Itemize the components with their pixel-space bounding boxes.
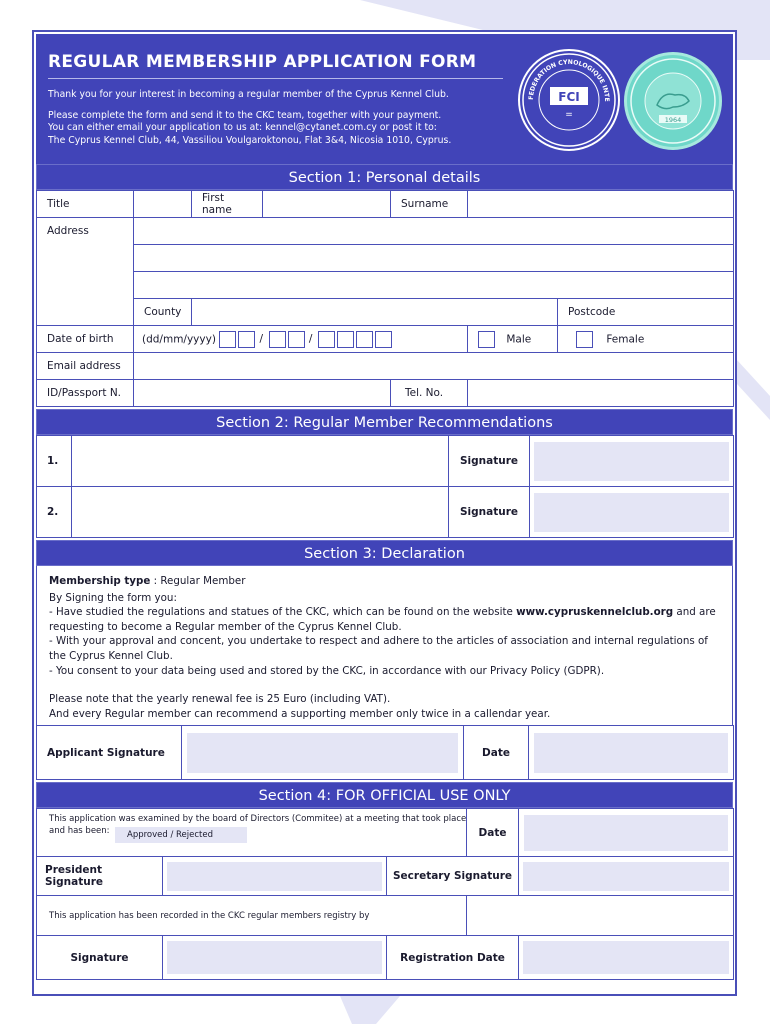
examined-text: This application was examined by the board of Directors (Commitee) at a meeting that took place and has been: xyxy=(49,813,467,836)
email-label: Email address xyxy=(37,353,134,380)
date-slash: / xyxy=(259,333,264,345)
address-line-2-input[interactable] xyxy=(134,245,734,272)
svg-text:=: = xyxy=(565,110,573,120)
recommender-name-input[interactable] xyxy=(72,436,449,487)
membership-type-value: : Regular Member xyxy=(150,575,246,587)
dob-year-digit[interactable] xyxy=(356,331,373,348)
personal-details-table xyxy=(36,190,734,407)
form-header xyxy=(36,34,733,164)
dob-year-digit[interactable] xyxy=(375,331,392,348)
registration-date-label: Registration Date xyxy=(387,936,519,980)
president-signature-field[interactable] xyxy=(163,857,387,896)
dob-field xyxy=(134,326,468,353)
title-label: Title xyxy=(37,191,134,218)
signature-label: Signature xyxy=(449,487,530,538)
address-line-1-input[interactable] xyxy=(134,218,734,245)
background-shape-right xyxy=(737,360,770,420)
renewal-fee-note: Please note that the yearly renewal fee is 25 Euro (including VAT). xyxy=(49,693,391,706)
recommender-signature-field[interactable] xyxy=(530,436,734,487)
applicant-signature-label: Applicant Signature xyxy=(37,726,182,780)
registry-signature-field[interactable] xyxy=(163,936,387,980)
section3-heading: Section 3: Declaration xyxy=(36,540,733,566)
dob-month-digit[interactable] xyxy=(269,331,286,348)
recommendation-limit-note: And every Regular member can recommend a supporting member only twice in a callendar year. xyxy=(49,707,551,720)
male-checkbox[interactable] xyxy=(478,331,495,348)
dob-format: (dd/mm/yyyy) xyxy=(142,333,216,345)
date-label: Date xyxy=(464,726,529,780)
fci-ring-text: FEDERATION CYNOLOGIQUE INTE xyxy=(527,58,611,102)
dob-month-digit[interactable] xyxy=(288,331,305,348)
website-link[interactable]: www.cypruskennelclub.org xyxy=(516,606,674,619)
membership-type-line xyxy=(49,574,720,589)
county-input[interactable] xyxy=(192,299,558,326)
by-signing-text: By Signing the form you: xyxy=(49,591,177,604)
declaration-bullet: - With your approval and concent, you undertake to respect and adhere to the articles of association and internal regulations of the Cyprus Kennel Club. xyxy=(49,635,708,662)
registration-date-field[interactable] xyxy=(519,936,734,980)
female-checkbox[interactable] xyxy=(576,331,593,348)
address-label: Address xyxy=(37,218,134,326)
registry-signature-label: Signature xyxy=(37,936,163,980)
official-date-label: Date xyxy=(467,809,519,857)
membership-type-label: Membership type xyxy=(49,575,151,587)
section4-heading: Section 4: FOR OFFICIAL USE ONLY xyxy=(36,782,733,808)
fci-logo xyxy=(518,49,620,151)
dob-day-digit[interactable] xyxy=(219,331,236,348)
declaration-bullet-text: - Have studied the regulations and statues of the CKC, which can be found on the website xyxy=(49,606,517,619)
official-date-field[interactable] xyxy=(519,809,734,857)
recommender-signature-field[interactable] xyxy=(530,487,734,538)
tel-label: Tel. No. xyxy=(391,380,468,407)
female-option xyxy=(558,326,734,353)
instructions-text xyxy=(48,110,508,148)
declaration-bullet xyxy=(49,605,720,634)
first-name-label: First name xyxy=(192,191,263,218)
intro-text: Thank you for your interest in becoming a regular member of the Cyprus Kennel Club. xyxy=(48,89,449,100)
recommendations-table xyxy=(36,435,734,538)
female-label: Female xyxy=(606,333,645,345)
instruction-line: You can either email your application to us at: kennel@cytanet.com.cy or post it to: xyxy=(48,122,437,133)
fci-logo-icon xyxy=(520,51,618,149)
declaration-bullet: - You consent to your data being used and stored by the CKC, in accordance with our Privacy Policy (GDPR). xyxy=(49,664,605,677)
applicant-signature-field[interactable] xyxy=(182,726,464,780)
ckc-logo xyxy=(624,52,722,150)
secretary-signature-field[interactable] xyxy=(519,857,734,896)
approved-rejected-field[interactable] xyxy=(115,827,247,843)
signature-label: Signature xyxy=(449,436,530,487)
form-title: REGULAR MEMBERSHIP APPLICATION FORM xyxy=(48,52,503,79)
declaration-text xyxy=(36,566,733,725)
declaration-bullet-text: and are requesting to become a Regular member of the Cyprus Kennel Club. xyxy=(49,606,716,633)
recommendation-number: 1. xyxy=(37,436,72,487)
president-signature-label: President Signature xyxy=(37,857,163,896)
secretary-signature-label: Secretary Signature xyxy=(387,857,519,896)
dob-year-digit[interactable] xyxy=(337,331,354,348)
official-use-table xyxy=(36,808,734,980)
id-input[interactable] xyxy=(134,380,391,407)
date-slash: / xyxy=(308,333,313,345)
male-label: Male xyxy=(506,333,532,345)
fci-logo-text: FCI xyxy=(558,90,580,104)
postcode-label: Postcode xyxy=(568,306,616,318)
first-name-input[interactable] xyxy=(263,191,391,218)
title-input[interactable] xyxy=(134,191,192,218)
applicant-signature-table xyxy=(36,725,734,780)
surname-label: Surname xyxy=(391,191,468,218)
male-option xyxy=(468,326,558,353)
ckc-year: 1964 xyxy=(664,116,682,124)
dob-year-digit[interactable] xyxy=(318,331,335,348)
background-shape-bottom xyxy=(340,996,400,1024)
registry-text: This application has been recorded in the CKC regular members registry by xyxy=(37,896,467,936)
recommendation-number: 2. xyxy=(37,487,72,538)
section1-heading: Section 1: Personal details xyxy=(36,164,733,190)
postcode-label-cell xyxy=(558,299,734,326)
address-line-3-input[interactable] xyxy=(134,272,734,299)
form-content xyxy=(36,34,733,980)
county-label: County xyxy=(134,299,192,326)
tel-input[interactable] xyxy=(468,380,734,407)
dob-day-digit[interactable] xyxy=(238,331,255,348)
examined-cell xyxy=(37,809,467,857)
registry-recorder-field[interactable] xyxy=(467,896,734,936)
surname-input[interactable] xyxy=(468,191,734,218)
id-label: ID/Passport N. xyxy=(37,380,134,407)
instruction-line: Please complete the form and send it to the CKC team, together with your payment. xyxy=(48,109,442,121)
instruction-line: The Cyprus Kennel Club, 44, Vassiliou Voulgaroktonou, Flat 3&4, Nicosia 1010, Cyprus. xyxy=(48,134,452,146)
section2-heading: Section 2: Regular Member Recommendations xyxy=(36,409,733,435)
applicant-date-field[interactable] xyxy=(529,726,734,780)
ckc-logo-icon xyxy=(627,55,719,147)
email-input[interactable] xyxy=(134,353,734,380)
dob-label: Date of birth xyxy=(37,326,134,353)
recommender-name-input[interactable] xyxy=(72,487,449,538)
approved-rejected-text: Approved / Rejected xyxy=(127,829,214,840)
